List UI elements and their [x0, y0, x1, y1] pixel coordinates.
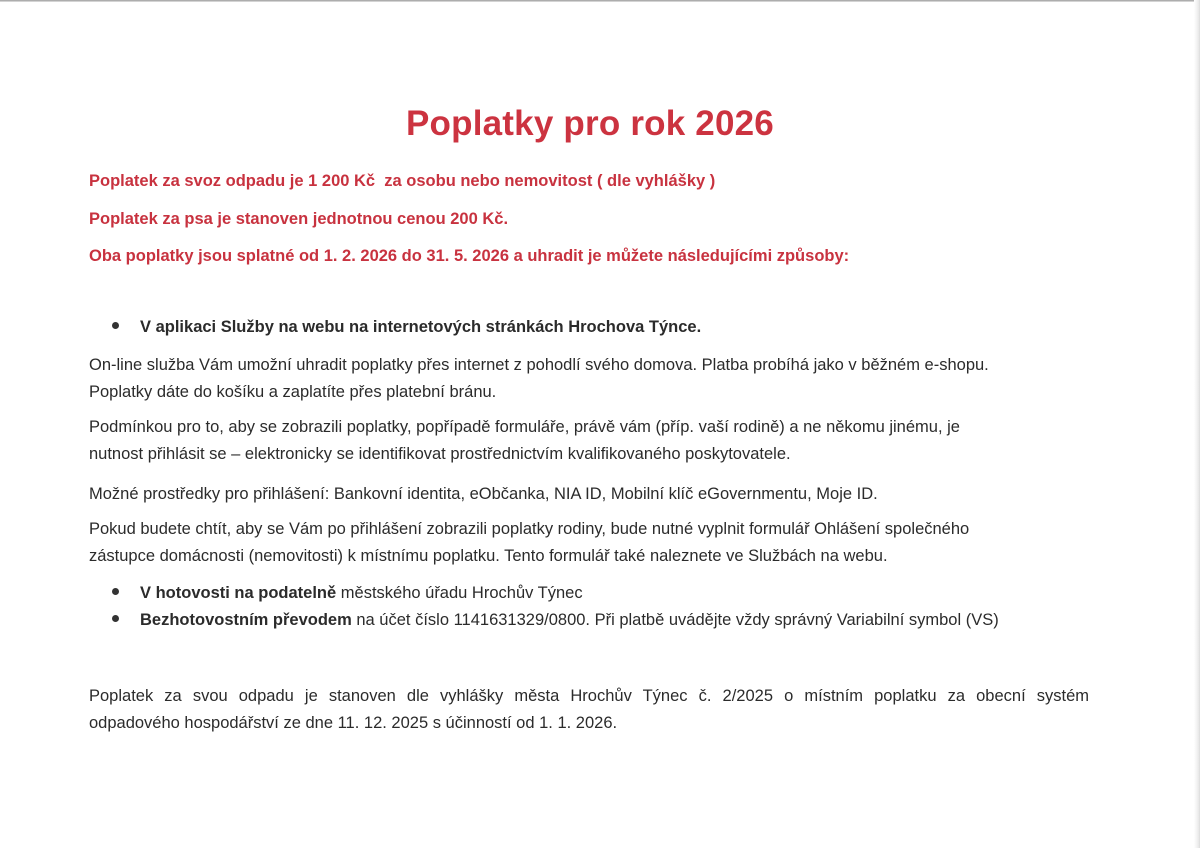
scan-right-edge [1194, 0, 1200, 848]
page-title: Poplatky pro rok 2026 [406, 104, 774, 143]
payment-option-transfer-rest: na účet číslo 1141631329/0800. Při platbě uvádějte vždy správný Variabilní symbol (VS) [351, 611, 999, 629]
legal-basis-paragraph [89, 683, 1089, 737]
text-line: On-line služba Vám umožní uhradit poplatky přes internet z pohodlí svého domova. Platba probíhá jako v běžném e-shopu. [89, 356, 989, 374]
text-line: nutnost přihlásit se – elektronicky se identifikovat prostřednictvím kvalifikovaného poskytovatele. [89, 445, 791, 463]
bullet-icon [112, 322, 119, 329]
bullet-icon [112, 588, 119, 595]
family-fees-paragraph [89, 516, 1089, 570]
text-line: Pokud budete chtít, aby se Vám po přihlášení zobrazili poplatky rodiny, bude nutné vyplnit formulář Ohlášení společného [89, 520, 970, 538]
bullet-icon [112, 615, 119, 622]
payment-option-online [112, 318, 701, 337]
scan-top-edge [0, 0, 1200, 2]
due-date-line: Oba poplatky jsou splatné od 1. 2. 2026 do 31. 5. 2026 a uhradit je můžete následujícími způsoby: [89, 247, 850, 265]
payment-option-cash [112, 584, 583, 603]
payment-option-online-label: V aplikaci Služby na webu na internetových stránkách Hrochova Týnce. [140, 318, 702, 336]
online-description-paragraph [89, 352, 1089, 406]
login-methods-paragraph [89, 481, 1089, 508]
text-line: Podmínkou pro to, aby se zobrazili poplatky, popřípadě formuláře, právě vám (příp. vaší rodině) a ne někomu jinému, je [89, 418, 960, 436]
payment-option-cash-rest: městského úřadu Hrochův Týnec [336, 584, 583, 602]
payment-option-transfer [112, 611, 999, 630]
login-condition-paragraph [89, 414, 1089, 468]
dog-fee-line: Poplatek za psa je stanoven jednotnou cenou 200 Kč. [89, 210, 509, 228]
text-line: Možné prostředky pro přihlášení: Bankovní identita, eObčanka, NIA ID, Mobilní klíč eGovernmentu, Moje ID. [89, 485, 878, 503]
waste-fee-line: Poplatek za svoz odpadu je 1 200 Kč za osobu nebo nemovitost ( dle vyhlášky ) [89, 172, 716, 190]
text-line: Poplatek za svou odpadu je stanoven dle vyhlášky města Hrochův Týnec č. 2/2025 o místním poplatku za obecní systém [89, 687, 1089, 705]
text-line: zástupce domácnosti (nemovitosti) k místnímu poplatku. Tento formulář také naleznete ve Službách na webu. [89, 547, 888, 565]
payment-option-transfer-bold: Bezhotovostním převodem [140, 611, 352, 629]
text-line: Poplatky dáte do košíku a zaplatíte přes platební bránu. [89, 383, 497, 401]
payment-option-cash-bold: V hotovosti na podatelně [140, 584, 337, 602]
text-line: odpadového hospodářství ze dne 11. 12. 2025 s účinností od 1. 1. 2026. [89, 714, 618, 732]
